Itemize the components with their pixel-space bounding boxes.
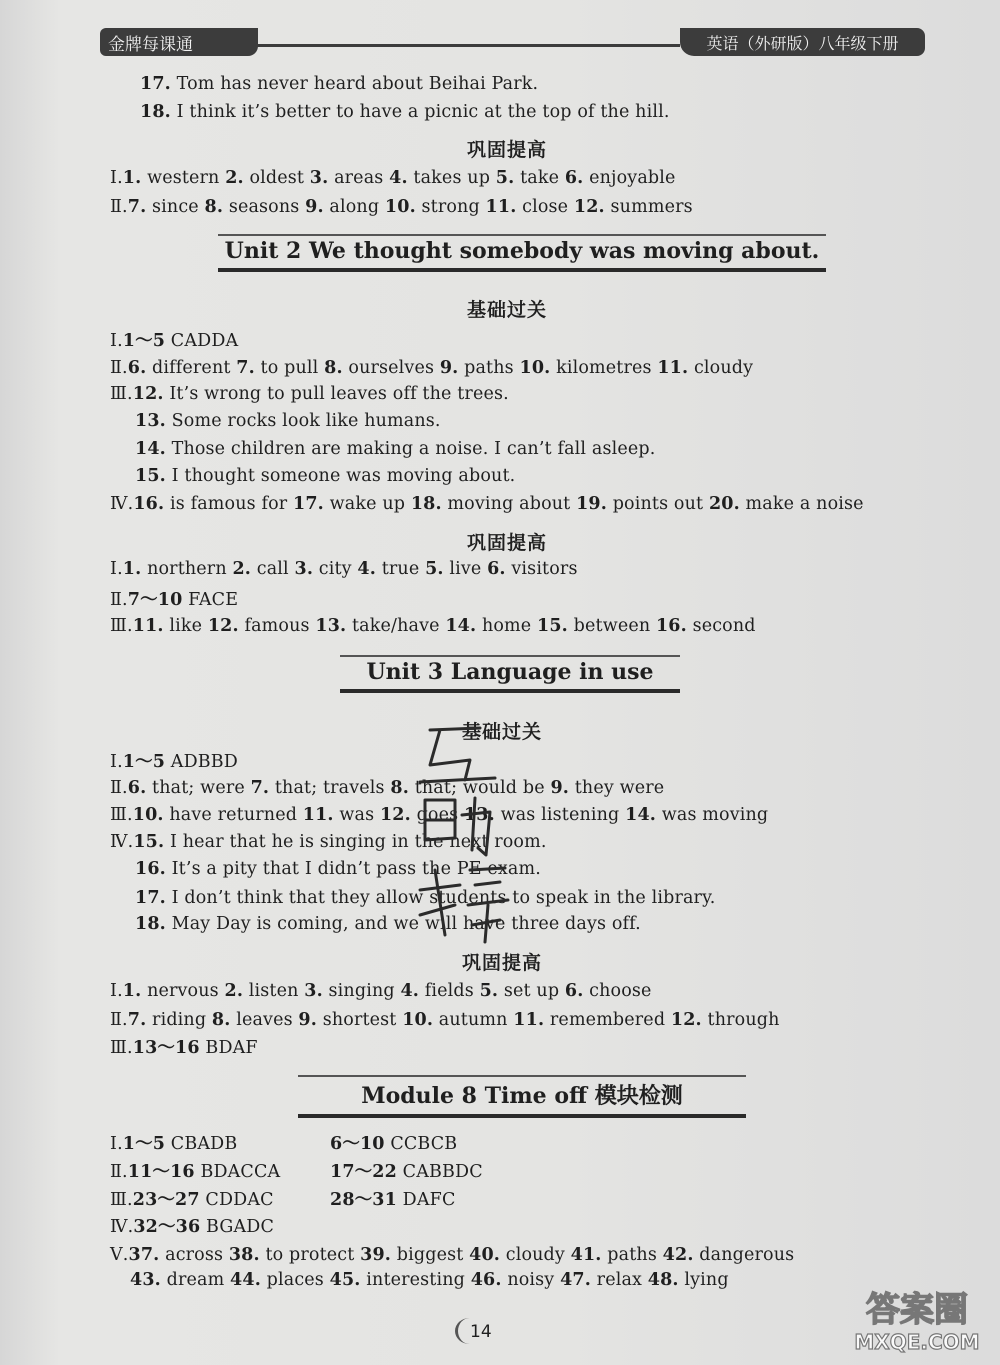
answer-line: Ⅱ.6. different 7. to pull 8. ourselves 9. paths 10. kilometres 11. cloudy xyxy=(110,358,754,378)
unit-title: Unit 2 We thought somebody was moving about. xyxy=(218,234,826,272)
answer-line: 15. I thought someone was moving about. xyxy=(135,466,516,486)
header-book-title: 金牌每课通 xyxy=(100,28,258,56)
answer-line: 13. Some rocks look like humans. xyxy=(135,411,441,431)
answer-line: Ⅰ.1. nervous 2. listen 3. singing 4. fields 5. set up 6. choose xyxy=(110,981,652,1001)
watermark-en: MXQE.COM xyxy=(854,1330,980,1354)
answer-line: Ⅱ.7. riding 8. leaves 9. shortest 10. autumn 11. remembered 12. through xyxy=(110,1010,780,1030)
answer-line: Ⅲ.11. like 12. famous 13. take/have 14. home 15. between 16. second xyxy=(110,616,756,636)
answer-line: Ⅲ.13～16 BDAF xyxy=(110,1038,258,1058)
answer-line: 17. I don’t think that they allow students to speak in the library. xyxy=(135,888,716,908)
answer-line: Ⅱ.7. since 8. seasons 9. along 10. strong 11. close 12. summers xyxy=(110,197,693,217)
section-title: 巩固提高 xyxy=(467,139,548,161)
answer-line: 6～10 CCBCB xyxy=(330,1134,458,1154)
answer-line: Ⅲ.23～27 CDDAC xyxy=(110,1190,274,1210)
unit-title: Unit 3 Language in use xyxy=(340,655,680,693)
answer-line: 17. Tom has never heard about Beihai Park. xyxy=(140,74,539,94)
answer-line: 16. It’s a pity that I didn’t pass the PE exam. xyxy=(135,859,541,879)
answer-line: 28～31 DAFC xyxy=(330,1190,456,1210)
header-rule xyxy=(250,44,680,47)
answer-line: Ⅰ.1. northern 2. call 3. city 4. true 5. live 6. visitors xyxy=(110,559,578,579)
section-title: 基础过关 xyxy=(467,299,548,321)
answer-line: 17～22 CABBDC xyxy=(330,1162,483,1182)
answer-line: Ⅳ.16. is famous for 17. wake up 18. moving about 19. points out 20. make a noise xyxy=(110,494,864,514)
answer-line: 43. dream 44. places 45. interesting 46. noisy 47. relax 48. lying xyxy=(130,1270,729,1290)
answer-line: Ⅳ.15. I hear that he is singing in the next room. xyxy=(110,832,547,852)
header-subject: 英语（外研版）八年级下册 xyxy=(680,28,925,56)
section-title: 巩固提高 xyxy=(467,532,548,554)
answer-line: Ⅳ.32～36 BGADC xyxy=(110,1217,275,1237)
answer-line: Ⅰ.1～5 ADBBD xyxy=(110,752,238,772)
answer-line: Ⅰ.1. western 2. oldest 3. areas 4. takes up 5. take 6. enjoyable xyxy=(110,168,676,188)
answer-line: Ⅱ.6. that; were 7. that; travels 8. that; would be 9. they were xyxy=(110,778,665,798)
section-title: 基础过关 xyxy=(462,721,543,743)
section-title: 巩固提高 xyxy=(462,952,543,974)
answer-line: Ⅱ.7～10 FACE xyxy=(110,590,239,610)
handwriting-mark xyxy=(400,720,520,950)
answer-line: Ⅲ.10. have returned 11. was 12. goes 13. was listening 14. was moving xyxy=(110,805,769,825)
answer-line: Ⅰ.1～5 CBADB xyxy=(110,1134,238,1154)
answer-line: Ⅴ.37. across 38. to protect 39. biggest 40. cloudy 41. paths 42. dangerous xyxy=(110,1245,795,1265)
answer-line: Ⅰ.1～5 CADDA xyxy=(110,331,239,351)
watermark-cn: 答案圈 xyxy=(866,1290,968,1330)
watermark-logo xyxy=(842,1279,992,1359)
answer-line: Ⅲ.12. It’s wrong to pull leaves off the trees. xyxy=(110,384,509,404)
answer-line: 18. I think it’s better to have a picnic at the top of the hill. xyxy=(140,102,670,122)
answer-line: Ⅱ.11～16 BDACCA xyxy=(110,1162,281,1182)
page-number: 14 xyxy=(470,1322,492,1342)
answer-line: 18. May Day is coming, and we will have three days off. xyxy=(135,914,641,934)
module-title: Module 8 Time off 模块检测 xyxy=(298,1075,746,1118)
answer-line: 14. Those children are making a noise. I can’t fall asleep. xyxy=(135,439,656,459)
